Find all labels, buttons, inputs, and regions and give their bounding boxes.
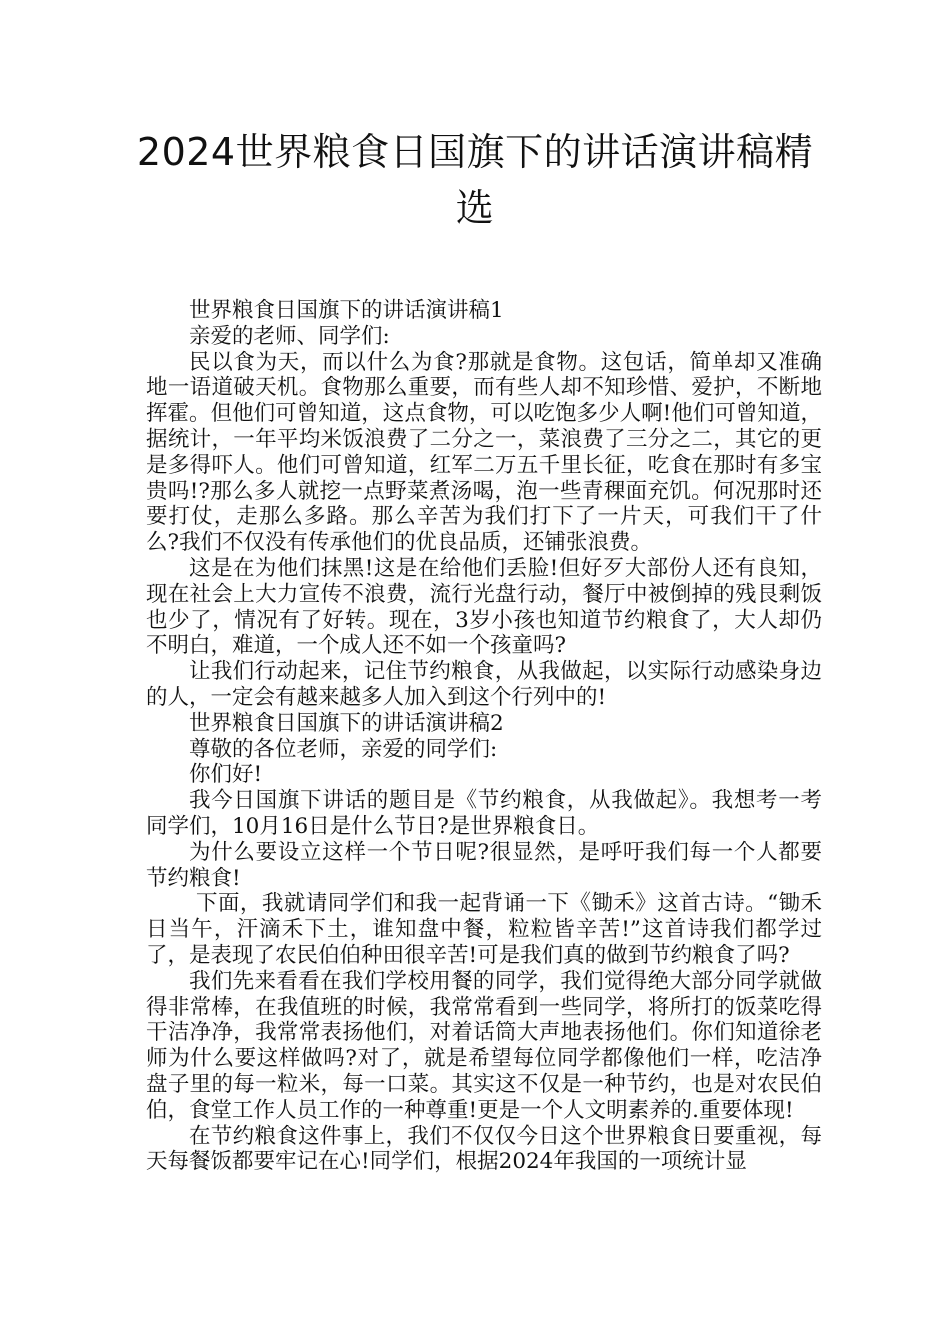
paragraph: 为什么要设立这样一个节日呢?很显然，是呼吁我们每一个人都要节约粮食!	[146, 839, 822, 891]
paragraph: 让我们行动起来，记住节约粮食，从我做起，以实际行动感染身边的人，一定会有越来越多人加入到这个行列中的!	[146, 659, 822, 710]
paragraph: 民以食为天，而以什么为食?那就是食物。这包话，简单却又准确地一语道破天机。食物那么重要，而有些人却不知珍惜、爱护，不断地挥霍。但他们可曾知道，这点食物，可以吃饱多少人啊!他们可曾知道，据统计，一年平均米饭浪费了二分之一，菜浪费了三分之二，其它的更是多得吓人。他们可曾知道，红军二万五千里长征，吃食在那时有多宝贵吗!?那么多人就挖一点野菜煮汤喝，泡一些青稞面充饥。何况那时还要打仗，走那么多路。那么辛苦为我们打下了一片天，可我们干了什么?我们不仅没有传承他们的优良品质，还铺张浪费。	[146, 349, 822, 556]
document-title: 2024世界粮食日国旗下的讲话演讲稿精选	[136, 130, 814, 230]
document-body	[146, 298, 822, 1175]
greeting: 你们好!	[189, 762, 263, 788]
salutation: 亲爱的老师、同学们:	[189, 323, 390, 349]
salutation: 尊敬的各位老师，亲爱的同学们:	[189, 736, 498, 762]
section-heading: 世界粮食日国旗下的讲话演讲稿1	[189, 298, 504, 323]
paragraph: 我们先来看看在我们学校用餐的同学，我们觉得绝大部分同学就做得非常棒，在我值班的时候，我常常看到一些同学，将所打的饭菜吃得干洁净净，我常常表扬他们，对着话筒大声地表扬他们。你们知道徐老师为什么要这样做吗?对了，就是希望每位同学都像他们一样，吃洁净盘子里的每一粒米，每一口菜。其实这不仅是一种节约，也是对农民伯伯，食堂工作人员工作的一种尊重!更是一个人文明素养的.重要体现!	[146, 968, 822, 1123]
paragraph: 在节约粮食这件事上，我们不仅仅今日这个世界粮食日要重视，每天每餐饭都要牢记在心!同学们，根据2024年我国的一项统计显	[146, 1123, 822, 1175]
paragraph: 下面，我就请同学们和我一起背诵一下《锄禾》这首古诗。“锄禾日当午，汗滴禾下土，谁知盘中餐，粒粒皆辛苦!”这首诗我们都学过了，是表现了农民伯伯种田很辛苦!可是我们真的做到节约粮食了吗?	[146, 891, 822, 968]
section-heading: 世界粮食日国旗下的讲话演讲稿2	[189, 710, 504, 736]
paragraph: 我今日国旗下讲话的题目是《节约粮食，从我做起》。我想考一考同学们，10月16日是什么节日?是世界粮食日。	[146, 788, 822, 839]
paragraph: 这是在为他们抹黑!这是在给他们丢脸!但好歹大部份人还有良知，现在社会上大力宣传不浪费，流行光盘行动，餐厅中被倒掉的残艮剩饭也少了，情况有了好转。现在，3岁小孩也知道节约粮食了，大人却仍不明白，难道，一个成人还不如一个孩童吗?	[146, 555, 822, 659]
